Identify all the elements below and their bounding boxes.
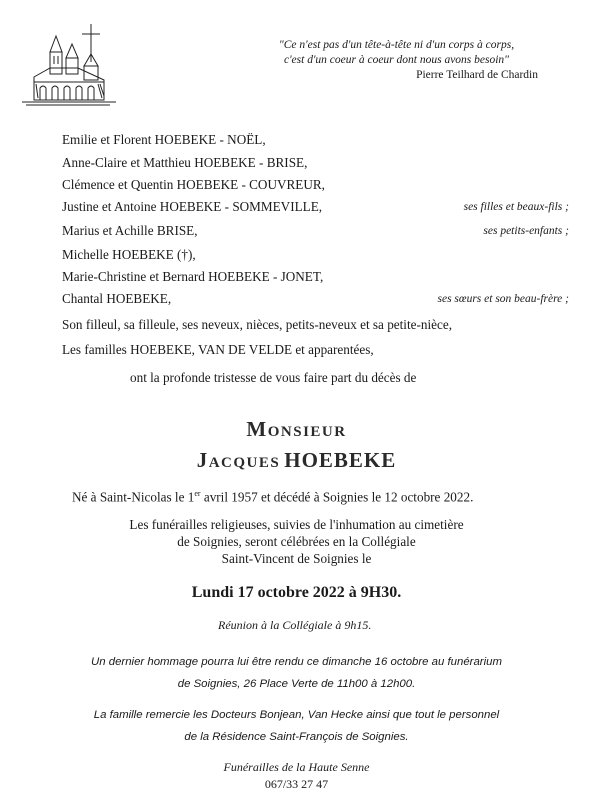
quote-line: c'est d'un coeur à coeur dont nous avons besoin" [283,54,510,66]
family-line: Anne-Claire et Matthieu HOEBEKE - BRISE, [62,155,308,170]
relation-label: ses filles et beaux-fils ; [463,201,569,213]
funeral-details [0,516,593,567]
quote-line: "Ce n'est pas d'un tête-à-tête ni d'un corps à corps, [278,39,515,51]
relation-label: ses sœurs et son beau-frère ; [437,293,569,305]
deceased-first-name: Jacques [196,448,281,472]
family-line: Justine et Antoine HOEBEKE - SOMMEVILLE, [62,199,323,214]
quote-author: Pierre Teilhard de Chardin [416,69,538,81]
deceased-last-name: HOEBEKE [284,448,397,472]
funeral-line: Saint-Vincent de Soignies le [221,551,372,566]
family-line: Emilie et Florent HOEBEKE - NOËL, [62,132,266,147]
thanks-line: de la Résidence Saint-François de Soignies. [184,731,409,743]
birth-death-line: Né à Saint-Nicolas le 1er avril 1957 et décédé à Soignies le 12 octobre 2022. [72,489,474,505]
tribute-text [0,651,593,695]
announcement-text: ont la profonde tristesse de vous faire part du décès de [130,370,417,385]
thanks-text [0,704,593,748]
deceased-title: Monsieur [246,417,347,441]
church-illustration [20,22,118,108]
family-line: Clémence et Quentin HOEBEKE - COUVREUR, [62,177,325,192]
funeral-home-phone: 067/33 27 47 [264,777,329,791]
family-line: Son filleul, sa filleule, ses neveux, nièces, petits-neveux et sa petite-nièce, [62,317,452,332]
epigraph-quote [255,38,538,83]
tribute-line: de Soignies, 26 Place Verte de 11h00 à 12h00. [177,678,416,690]
funeral-line: de Soignies, seront célébrées en la Collégiale [177,534,416,549]
family-line: Chantal HOEBEKE, [62,291,172,306]
family-line: Marius et Achille BRISE, [62,223,198,238]
funeral-line: Les funérailles religieuses, suivies de l'inhumation au cimetière [129,517,464,532]
family-line: Les familles HOEBEKE, VAN DE VELDE et apparentées, [62,342,374,357]
deceased-name [0,448,593,473]
relation-label: ses petits-enfants ; [483,225,569,237]
family-line: Marie-Christine et Bernard HOEBEKE - JONET, [62,269,324,284]
funeral-home-name: Funérailles de la Haute Senne [223,760,370,774]
funeral-date: Lundi 17 octobre 2022 à 9H30. [191,584,402,601]
meeting-note: Réunion à la Collégiale à 9h15. [218,618,372,632]
thanks-line: La famille remercie les Docteurs Bonjean, Van Hecke ainsi que tout le personnel [93,709,500,721]
family-line: Michelle HOEBEKE (†), [62,247,196,262]
tribute-line: Un dernier hommage pourra lui être rendu ce dimanche 16 octobre au funérarium [91,656,502,668]
